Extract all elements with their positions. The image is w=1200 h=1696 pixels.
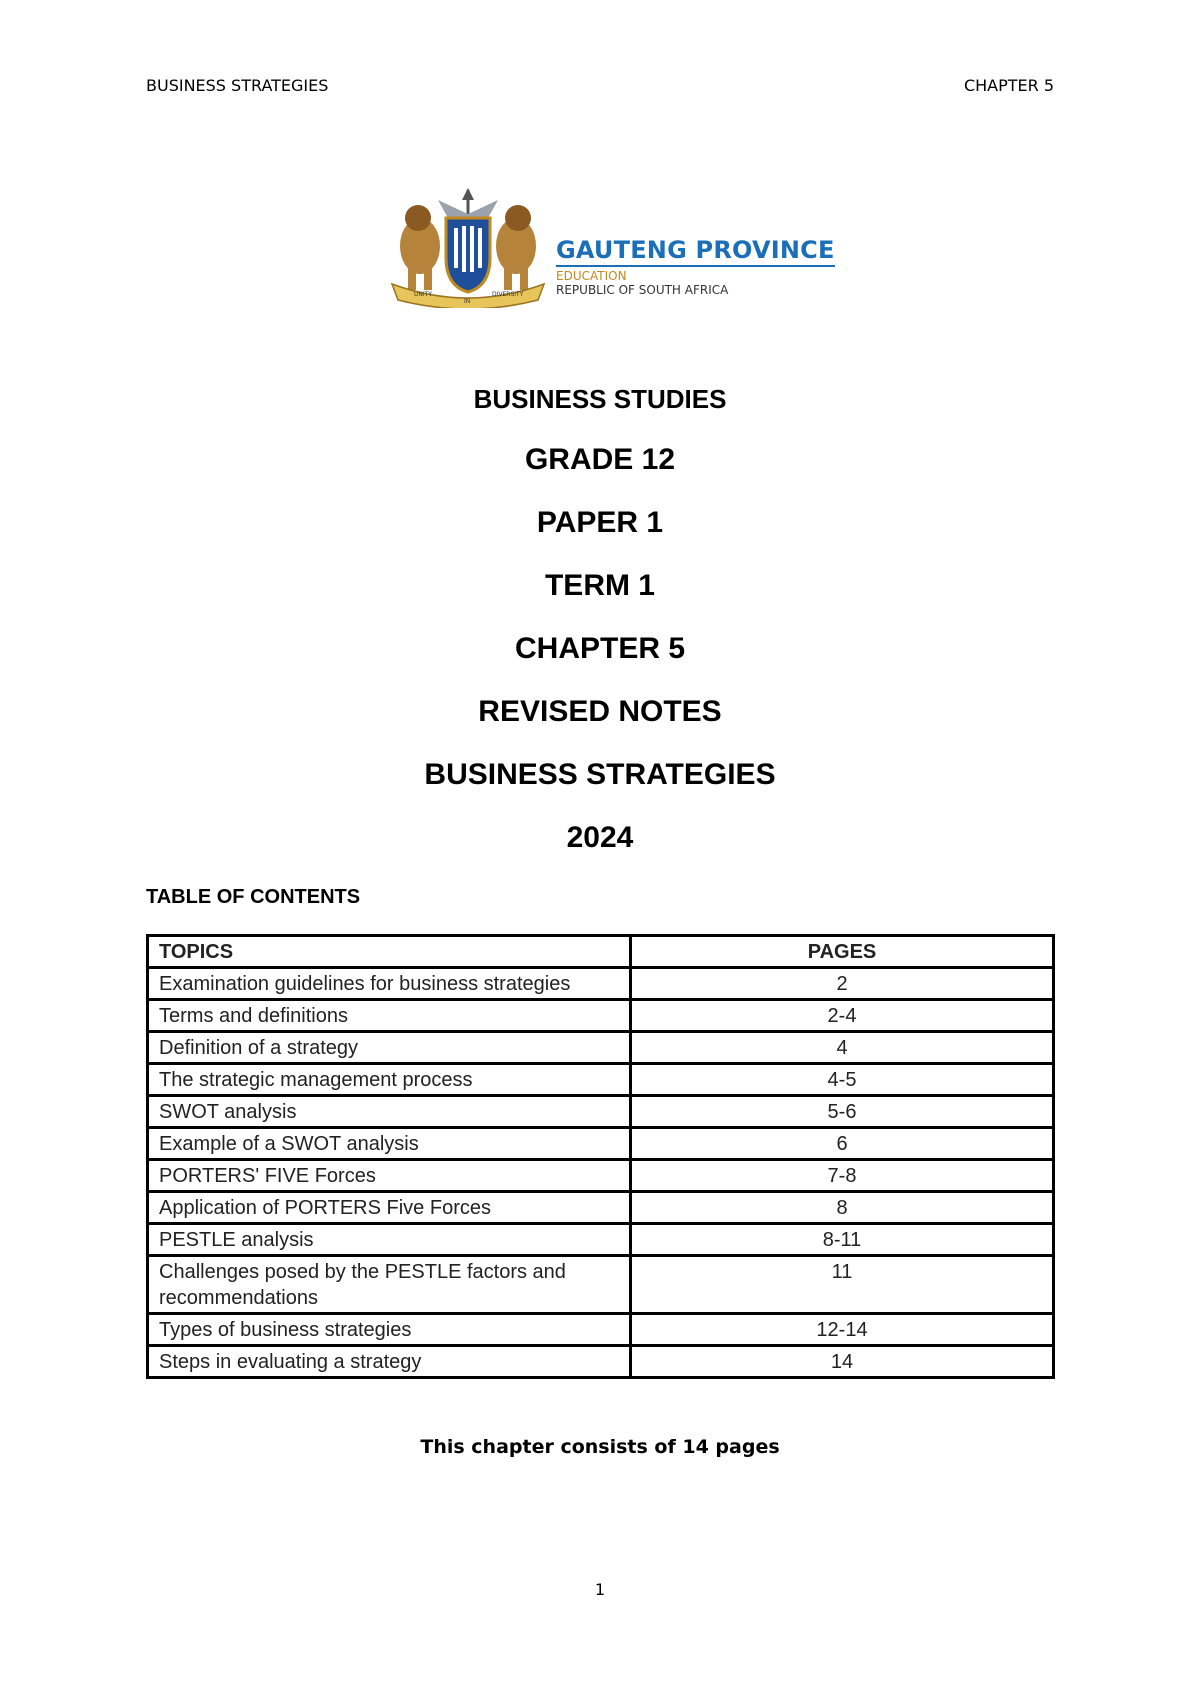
subject-title: BUSINESS STUDIES xyxy=(473,384,727,414)
table-row xyxy=(148,1096,1054,1128)
toc-topic-cell: Types of business strategies xyxy=(148,1314,631,1346)
logo-subtitle: EDUCATION xyxy=(556,269,627,283)
header-right: CHAPTER 5 xyxy=(963,76,1054,95)
page-header xyxy=(146,76,1054,95)
toc-topic-cell: Challenges posed by the PESTLE factors and recommendations xyxy=(148,1256,631,1314)
toc-pages-cell: 8-11 xyxy=(631,1224,1054,1256)
logo-subtitle-2: REPUBLIC OF SOUTH AFRICA xyxy=(556,283,729,297)
toc-column-pages: PAGES xyxy=(631,936,1054,968)
table-row xyxy=(148,1314,1054,1346)
toc-topic-cell: Definition of a strategy xyxy=(148,1032,631,1064)
toc-pages-cell: 4-5 xyxy=(631,1064,1054,1096)
toc-header-row xyxy=(148,936,1054,968)
toc-pages-cell: 6 xyxy=(631,1128,1054,1160)
table-row xyxy=(148,1256,1054,1314)
table-row xyxy=(148,1064,1054,1096)
toc-pages-cell: 12-14 xyxy=(631,1314,1054,1346)
toc-topic-cell: PORTERS' FIVE Forces xyxy=(148,1160,631,1192)
toc-topic-cell: Steps in evaluating a strategy xyxy=(148,1346,631,1378)
toc-topic-cell: The strategic management process xyxy=(148,1064,631,1096)
page-number: 1 xyxy=(594,1580,606,1599)
toc-pages-cell: 2 xyxy=(631,968,1054,1000)
toc-topic-cell: Examination guidelines for business strategies xyxy=(148,968,631,1000)
toc-heading: TABLE OF CONTENTS xyxy=(146,886,361,908)
toc-pages-cell: 5-6 xyxy=(631,1096,1054,1128)
year-title: 2024 xyxy=(566,821,634,854)
toc-topic-cell: SWOT analysis xyxy=(148,1096,631,1128)
logo-title: GAUTENG PROVINCE xyxy=(556,236,835,267)
table-row xyxy=(148,968,1054,1000)
topic-title: BUSINESS STRATEGIES xyxy=(424,758,776,791)
motto-right: DIVERSITY xyxy=(492,291,524,298)
toc-pages-cell: 8 xyxy=(631,1192,1054,1224)
table-row xyxy=(148,1160,1054,1192)
coat-of-arms-icon xyxy=(388,188,548,308)
toc-topic-cell: PESTLE analysis xyxy=(148,1224,631,1256)
table-row xyxy=(148,1000,1054,1032)
notes-title: REVISED NOTES xyxy=(478,695,722,728)
toc-pages-cell: 7-8 xyxy=(631,1160,1054,1192)
grade-title: GRADE 12 xyxy=(524,443,676,476)
table-row xyxy=(148,1128,1054,1160)
table-row xyxy=(148,1192,1054,1224)
toc-topic-cell: Application of PORTERS Five Forces xyxy=(148,1192,631,1224)
paper-title: PAPER 1 xyxy=(536,506,664,539)
motto-left: UNITY xyxy=(414,291,432,298)
toc-pages-cell: 11 xyxy=(631,1256,1054,1314)
toc-pages-cell: 2-4 xyxy=(631,1000,1054,1032)
toc-topic-cell: Terms and definitions xyxy=(148,1000,631,1032)
toc-column-topics: TOPICS xyxy=(148,936,631,968)
toc-topic-cell: Example of a SWOT analysis xyxy=(148,1128,631,1160)
table-row xyxy=(148,1224,1054,1256)
table-row xyxy=(148,1032,1054,1064)
toc-pages-cell: 14 xyxy=(631,1346,1054,1378)
table-row xyxy=(148,1346,1054,1378)
gauteng-logo xyxy=(388,188,835,308)
chapter-page-count: This chapter consists of 14 pages xyxy=(420,1436,780,1458)
logo-text xyxy=(556,236,835,297)
term-title: TERM 1 xyxy=(544,569,655,602)
toc-table xyxy=(146,934,1055,1379)
header-left: BUSINESS STRATEGIES xyxy=(146,76,329,95)
motto-mid: IN xyxy=(464,298,471,305)
chapter-title: CHAPTER 5 xyxy=(514,632,686,665)
toc-pages-cell: 4 xyxy=(631,1032,1054,1064)
